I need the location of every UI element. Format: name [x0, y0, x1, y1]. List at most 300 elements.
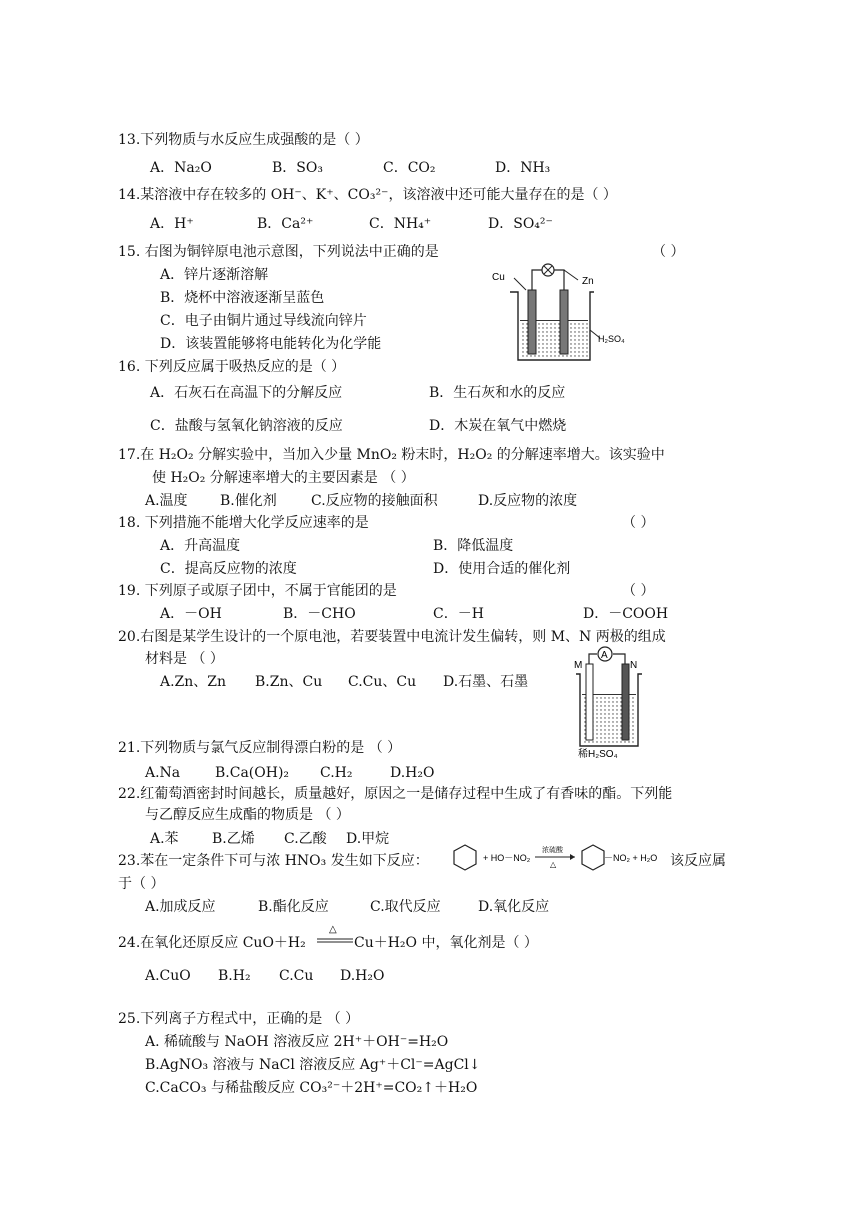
solution-dot — [578, 327, 579, 328]
solution-dot — [550, 347, 551, 348]
solution-dot — [600, 733, 601, 734]
solution-dot — [570, 331, 571, 332]
solution-dot — [620, 705, 621, 706]
solution-dot — [584, 729, 585, 730]
q15-option-b[interactable]: B．烧杯中溶液逐渐呈蓝色 — [160, 290, 325, 306]
q21-option-c[interactable]: C.H₂ — [320, 765, 353, 781]
solution-dot — [620, 721, 621, 722]
q19-option-d[interactable]: D．－COOH — [583, 606, 669, 622]
solution-dot — [608, 741, 609, 742]
solution-dot — [596, 721, 597, 722]
solution-dot — [608, 697, 609, 698]
solution-dot — [584, 725, 585, 726]
solution-dot — [584, 741, 585, 742]
solution-dot — [570, 347, 571, 348]
q23-stem-line2: 于（ ） — [118, 876, 165, 892]
solution-dot — [546, 335, 547, 336]
q15-answer-paren: （ ） — [652, 244, 685, 260]
solution-dot — [596, 741, 597, 742]
solution-dot — [582, 339, 583, 340]
q18-option-b[interactable]: B．降低温度 — [433, 538, 514, 554]
solution-dot — [554, 339, 555, 340]
q13-stem: 13.下列物质与水反应生成强酸的是（ ） — [118, 132, 369, 148]
solution-dot — [632, 725, 633, 726]
solution-dot — [578, 343, 579, 344]
solution-dot — [522, 335, 523, 336]
solution-dot — [600, 717, 601, 718]
solution-dot — [558, 343, 559, 344]
solution-dot — [596, 713, 597, 714]
solution-dot — [538, 327, 539, 328]
solution-dot — [632, 709, 633, 710]
solution-dot — [586, 323, 587, 324]
q21-option-a[interactable]: A.Na — [145, 765, 181, 781]
solution-dot — [550, 355, 551, 356]
q17-option-c[interactable]: C.反应物的接触面积 — [311, 493, 438, 509]
q16-option-d[interactable]: D．木炭在氧气中燃烧 — [429, 418, 567, 434]
solution-dot — [620, 725, 621, 726]
solution-dot — [562, 355, 563, 356]
solution-dot — [586, 327, 587, 328]
fig15-right-label: Zn — [582, 276, 594, 287]
solution-dot — [596, 709, 597, 710]
solution-dot — [584, 737, 585, 738]
solution-dot — [632, 717, 633, 718]
solution-dot — [612, 721, 613, 722]
solution-dot — [550, 339, 551, 340]
q17-stem-line2: 使 H₂O₂ 分解速率增大的主要因素是 （ ） — [152, 470, 415, 486]
solution-dot — [620, 737, 621, 738]
solution-dot — [558, 339, 559, 340]
solution-dot — [600, 725, 601, 726]
solution-dot — [616, 701, 617, 702]
fig20-right-label: N — [630, 660, 638, 671]
zinc-electrode — [560, 290, 568, 354]
q25-option-c[interactable]: C.CaCO₃ 与稀盐酸反应 CO₃²⁻＋2H⁺=CO₂↑＋H₂O — [145, 1080, 478, 1096]
solution-dot — [612, 725, 613, 726]
solution-dot — [628, 741, 629, 742]
q16-stem: 16. 下列反应属于吸热反应的是（ ） — [118, 359, 346, 375]
solution-dot — [578, 355, 579, 356]
solution-dot — [584, 705, 585, 706]
q22-option-b[interactable]: B.乙烯 — [212, 831, 255, 847]
q14-option-b[interactable]: B．Ca²⁺ — [257, 216, 314, 232]
solution-dot — [578, 351, 579, 352]
solution-dot — [538, 351, 539, 352]
solution-dot — [546, 347, 547, 348]
solution-dot — [574, 355, 575, 356]
solution-dot — [570, 351, 571, 352]
q25-option-a[interactable]: A. 稀硫酸与 NaOH 溶液反应 2H⁺＋OH⁻=H₂O — [145, 1034, 449, 1050]
q23-option-b[interactable]: B.酯化反应 — [258, 899, 329, 915]
solution-dot — [582, 327, 583, 328]
solution-dot — [522, 343, 523, 344]
q24-option-c[interactable]: C.Cu — [279, 968, 314, 984]
solution-dot — [620, 729, 621, 730]
solution-dot — [534, 355, 535, 356]
q21-option-b[interactable]: B.Ca(OH)₂ — [215, 765, 290, 781]
q23-condition: △ — [550, 860, 557, 869]
solution-dot — [596, 717, 597, 718]
q14-option-a[interactable]: A．H⁺ — [150, 216, 194, 232]
q15-option-a[interactable]: A．锌片逐渐溶解 — [160, 267, 269, 283]
solution-dot — [522, 339, 523, 340]
solution-dot — [600, 697, 601, 698]
solution-dot — [604, 733, 605, 734]
q24-stem-tail: Cu＋H₂O 中，氧化剂是（ ） — [354, 935, 538, 951]
solution-dot — [526, 331, 527, 332]
copper-electrode — [528, 290, 536, 354]
solution-dot — [574, 335, 575, 336]
q14-option-c[interactable]: C．NH₄⁺ — [369, 216, 432, 232]
solution-dot — [546, 323, 547, 324]
solution-dot — [586, 343, 587, 344]
solution-dot — [558, 327, 559, 328]
solution-dot — [526, 351, 527, 352]
q13-option-d[interactable]: D．NH₃ — [495, 160, 551, 176]
solution-dot — [526, 347, 527, 348]
solution-dot — [570, 335, 571, 336]
solution-dot — [570, 343, 571, 344]
solution-dot — [608, 717, 609, 718]
solution-dot — [582, 335, 583, 336]
solution-dot — [632, 701, 633, 702]
q23-option-d[interactable]: D.氧化反应 — [478, 899, 550, 915]
solution-dot — [578, 339, 579, 340]
q13-option-c[interactable]: C．CO₂ — [383, 160, 436, 176]
solution-dot — [582, 347, 583, 348]
q16-option-b[interactable]: B．生石灰和水的反应 — [429, 385, 566, 401]
solution-dot — [584, 721, 585, 722]
solution-dot — [582, 351, 583, 352]
solution-dot — [554, 323, 555, 324]
q22-stem-line1: 22.红葡萄酒密封时间越长，质量越好，原因之一是储存过程中生成了有香味的酯。下列能 — [118, 786, 673, 802]
solution-dot — [558, 347, 559, 348]
solution-dot — [584, 713, 585, 714]
q18-answer-paren: （ ） — [622, 515, 655, 531]
q16-option-c[interactable]: C．盐酸与氢氧化钠溶液的反应 — [150, 418, 343, 434]
solution-dot — [582, 331, 583, 332]
q22-option-a[interactable]: A.苯 — [150, 831, 179, 847]
q25-option-b[interactable]: B.AgNO₃ 溶液与 NaCl 溶液反应 Ag⁺＋Cl⁻=AgCl↓ — [145, 1057, 481, 1073]
solution-dot — [574, 343, 575, 344]
q22-stem-line2: 与乙醇反应生成酯的物质是 （ ） — [145, 807, 350, 823]
solution-dot — [612, 733, 613, 734]
solution-dot — [608, 729, 609, 730]
q18-stem: 18. 下列措施不能增大化学反应速率的是 — [118, 515, 369, 531]
q19-answer-paren: （ ） — [622, 583, 655, 599]
q25-stem: 25.下列离子方程式中，正确的是 （ ） — [118, 1011, 360, 1027]
q23-option-a[interactable]: A.加成反应 — [145, 899, 216, 915]
solution-dot — [632, 737, 633, 738]
solution-dot — [616, 705, 617, 706]
solution-dot — [612, 717, 613, 718]
solution-dot — [522, 323, 523, 324]
solution-dot — [600, 709, 601, 710]
solution-dot — [522, 327, 523, 328]
solution-dot — [586, 339, 587, 340]
solution-dot — [582, 343, 583, 344]
q22-option-d[interactable]: D.甲烷 — [346, 831, 390, 847]
solution-dot — [584, 697, 585, 698]
solution-dot — [578, 331, 579, 332]
solution-dot — [608, 701, 609, 702]
fig20-solution-label: 稀H₂SO₄ — [578, 749, 618, 760]
solution-dot — [620, 709, 621, 710]
solution-dot — [592, 741, 593, 742]
solution-dot — [554, 327, 555, 328]
solution-dot — [542, 347, 543, 348]
solution-dot — [542, 335, 543, 336]
solution-dot — [596, 705, 597, 706]
q15-stem: 15. 右图为铜锌原电池示意图，下列说法中正确的是 — [118, 244, 439, 260]
solution-dot — [578, 335, 579, 336]
q16-option-a[interactable]: A．石灰石在高温下的分解反应 — [150, 385, 343, 401]
solution-dot — [608, 705, 609, 706]
solution-dot — [586, 347, 587, 348]
solution-dot — [538, 347, 539, 348]
q14-option-d[interactable]: D．SO₄²⁻ — [488, 216, 553, 232]
solution-dot — [526, 343, 527, 344]
solution-dot — [604, 701, 605, 702]
solution-dot — [584, 701, 585, 702]
solution-dot — [620, 701, 621, 702]
q23-option-c[interactable]: C.取代反应 — [370, 899, 441, 915]
solution-dot — [550, 343, 551, 344]
solution-dot — [632, 729, 633, 730]
solution-dot — [616, 717, 617, 718]
solution-dot — [600, 741, 601, 742]
solution-dot — [530, 355, 531, 356]
solution-dot — [604, 737, 605, 738]
solution-dot — [574, 347, 575, 348]
solution-dot — [600, 729, 601, 730]
solution-dot — [522, 355, 523, 356]
solution-dot — [604, 705, 605, 706]
solution-dot — [550, 323, 551, 324]
solution-dot — [578, 347, 579, 348]
solution-dot — [558, 335, 559, 336]
q18-option-a[interactable]: A．升高温度 — [160, 538, 241, 554]
solution-dot — [616, 729, 617, 730]
fig20-left-label: M — [574, 660, 583, 671]
q20-option-b[interactable]: B.Zn、Cu — [255, 674, 323, 690]
q15-option-c[interactable]: C．电子由铜片通过导线流向锌片 — [160, 313, 367, 329]
solution-dot — [538, 339, 539, 340]
solution-dot — [620, 741, 621, 742]
solution-dot — [558, 323, 559, 324]
solution-dot — [550, 335, 551, 336]
copper-zinc-cell-diagram — [490, 258, 640, 368]
solution-dot — [554, 343, 555, 344]
solution-dot — [546, 327, 547, 328]
solution-dot — [600, 721, 601, 722]
solution-dot — [538, 343, 539, 344]
solution-dot — [612, 709, 613, 710]
q24-condition: △ — [329, 924, 337, 935]
solution-dot — [538, 335, 539, 336]
solution-dot — [604, 725, 605, 726]
q19-stem: 19. 下列原子或原子团中，不属于官能团的是 — [118, 583, 397, 599]
solution-dot — [600, 701, 601, 702]
solution-dot — [586, 335, 587, 336]
solution-dot — [582, 323, 583, 324]
solution-dot — [616, 737, 617, 738]
solution-dot — [574, 351, 575, 352]
solution-dot — [596, 733, 597, 734]
reaction-arrow-heat — [316, 922, 354, 948]
solution-dot — [600, 737, 601, 738]
q20-option-d[interactable]: D.石墨、石墨 — [443, 674, 529, 690]
solution-dot — [558, 351, 559, 352]
q14-stem: 14.某溶液中存在较多的 OH⁻、K⁺、CO₃²⁻，该溶液中还可能大量存在的是（ ） — [118, 187, 617, 203]
solution-dot — [566, 355, 567, 356]
solution-dot — [574, 327, 575, 328]
solution-dot — [570, 355, 571, 356]
solution-dot — [632, 697, 633, 698]
electrode-m — [586, 664, 593, 740]
solution-dot — [604, 721, 605, 722]
fig15-solution-label: H₂SO₄ — [598, 334, 625, 344]
solution-dot — [632, 733, 633, 734]
solution-dot — [584, 717, 585, 718]
nitrobenzene-ring-icon — [582, 845, 604, 870]
solution-dot — [604, 713, 605, 714]
solution-dot — [620, 717, 621, 718]
solution-dot — [608, 733, 609, 734]
solution-dot — [546, 351, 547, 352]
q17-option-d[interactable]: D.反应物的浓度 — [478, 493, 578, 509]
solution-dot — [616, 697, 617, 698]
q17-option-b[interactable]: B.催化剂 — [220, 493, 277, 509]
solution-dot — [604, 709, 605, 710]
solution-dot — [632, 741, 633, 742]
solution-dot — [550, 331, 551, 332]
q18-option-d[interactable]: D．使用合适的催化剂 — [433, 561, 571, 577]
q18-option-c[interactable]: C．提高反应物的浓度 — [160, 561, 297, 577]
solution-dot — [596, 725, 597, 726]
solution-dot — [632, 721, 633, 722]
solution-dot — [554, 331, 555, 332]
solution-dot — [604, 717, 605, 718]
solution-dot — [612, 701, 613, 702]
solution-dot — [570, 339, 571, 340]
q19-option-c[interactable]: C．－H — [433, 606, 484, 622]
solution-dot — [600, 705, 601, 706]
solution-dot — [616, 733, 617, 734]
solution-dot — [616, 709, 617, 710]
solution-dot — [522, 331, 523, 332]
solution-dot — [612, 737, 613, 738]
solution-dot — [570, 323, 571, 324]
solution-dot — [612, 705, 613, 706]
solution-dot — [542, 343, 543, 344]
solution-dot — [526, 327, 527, 328]
solution-dot — [550, 351, 551, 352]
solution-dot — [596, 737, 597, 738]
q22-option-c[interactable]: C.乙酸 — [284, 831, 327, 847]
solution-dot — [608, 721, 609, 722]
solution-dot — [542, 339, 543, 340]
q21-option-d[interactable]: D.H₂O — [390, 765, 435, 781]
q24-stem: 24.在氧化还原反应 CuO＋H₂ — [118, 935, 306, 951]
q20-option-c[interactable]: C.Cu、Cu — [348, 674, 417, 690]
solution-dot — [558, 355, 559, 356]
solution-dot — [558, 331, 559, 332]
solution-dot — [596, 697, 597, 698]
q24-option-d[interactable]: D.H₂O — [340, 968, 385, 984]
q20-stem-line1: 20.右图是某学生设计的一个原电池，若要装置中电流计发生偏转，则 M、N 两极的组成 — [118, 629, 666, 645]
solution-dot — [604, 741, 605, 742]
solution-dot — [604, 697, 605, 698]
solution-dot — [522, 351, 523, 352]
solution-dot — [526, 323, 527, 324]
q19-option-b[interactable]: B．－CHO — [283, 606, 356, 622]
solution-dot — [612, 697, 613, 698]
solution-dot — [620, 733, 621, 734]
solution-dot — [526, 339, 527, 340]
solution-dot — [554, 335, 555, 336]
solution-dot — [546, 355, 547, 356]
q20-stem-line2: 材料是 （ ） — [145, 651, 224, 667]
solution-dot — [632, 713, 633, 714]
solution-dot — [616, 741, 617, 742]
solution-dot — [616, 713, 617, 714]
q13-option-a[interactable]: A．Na₂O — [150, 160, 212, 176]
q17-stem-line1: 17.在 H₂O₂ 分解实验中，当加入少量 MnO₂ 粉末时，H₂O₂ 的分解速率增大。该实验中 — [118, 447, 665, 463]
solution-dot — [546, 339, 547, 340]
solution-dot — [588, 741, 589, 742]
solution-dot — [608, 713, 609, 714]
q17-option-a[interactable]: A.温度 — [145, 493, 188, 509]
solution-dot — [574, 323, 575, 324]
galvanic-cell-diagram — [570, 644, 650, 760]
q24-option-b[interactable]: B.H₂ — [218, 968, 251, 984]
solution-dot — [542, 351, 543, 352]
q20-option-a[interactable]: A.Zn、Zn — [160, 674, 227, 690]
q23-catalyst: 浓硫酸 — [542, 847, 563, 854]
solution-dot — [596, 701, 597, 702]
q21-stem: 21.下列物质与氯气反应制得漂白粉的是 （ ） — [118, 740, 402, 756]
solution-dot — [554, 347, 555, 348]
solution-dot — [546, 331, 547, 332]
q24-option-a[interactable]: A.CuO — [145, 968, 191, 984]
solution-dot — [608, 737, 609, 738]
solution-dot — [584, 733, 585, 734]
solution-dot — [596, 729, 597, 730]
solution-dot — [522, 347, 523, 348]
fig15-left-label: Cu — [492, 272, 505, 283]
q19-option-a[interactable]: A．－OH — [160, 606, 222, 622]
solution-dot — [586, 355, 587, 356]
q15-option-d[interactable]: D．该装置能够将电能转化为化学能 — [160, 336, 382, 352]
q13-option-b[interactable]: B．SO₃ — [272, 160, 323, 176]
solution-dot — [542, 331, 543, 332]
solution-dot — [578, 323, 579, 324]
solution-dot — [570, 327, 571, 328]
solution-dot — [620, 697, 621, 698]
solution-dot — [616, 725, 617, 726]
solution-dot — [624, 741, 625, 742]
benzene-ring-icon — [454, 845, 476, 870]
electrode-n — [622, 664, 629, 740]
solution-dot — [632, 705, 633, 706]
q23-stem: 23.苯在一定条件下可与浓 HNO₃ 发生如下反应： — [118, 853, 429, 869]
solution-dot — [600, 713, 601, 714]
solution-dot — [586, 331, 587, 332]
solution-dot — [584, 709, 585, 710]
solution-dot — [542, 327, 543, 328]
